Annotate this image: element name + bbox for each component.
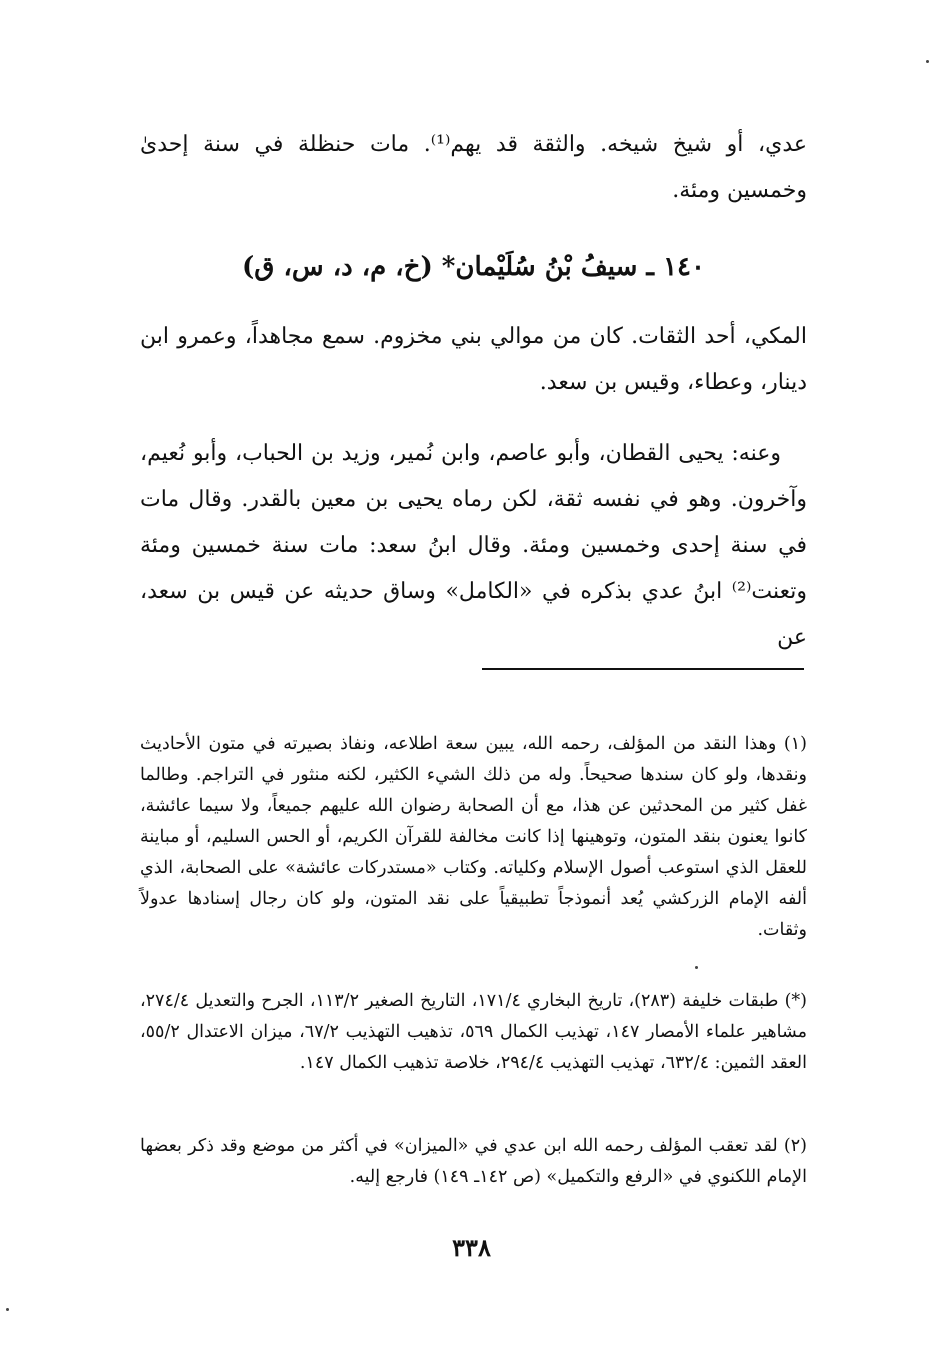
footnote-separator xyxy=(482,668,804,670)
scan-speck xyxy=(6,1308,9,1311)
scan-speck xyxy=(926,60,929,63)
paragraph-bio: المكي، أحد الثقات. كان من موالي بني مخزوم. سمع مجاهداً، وعمرو ابن دينار، وعطاء، وقيس بن سعد. xyxy=(140,324,807,395)
scan-speck xyxy=(695,966,698,969)
page-number: ٣٣٨ xyxy=(452,1233,491,1262)
paragraph-continued: عدي، أو شيخ شيخه. والثقة قد يهم⁽¹⁾. مات حنظلة في سنة إحدىٰ وخمسين ومئة. xyxy=(140,132,808,203)
footnote-star-sources: (*) طبقات خليفة (٢٨٣)، تاريخ البخاري ١٧١/٤، التاريخ الصغير ١١٣/٢، الجرح والتعديل ٢٧٤/٤، مشاهير علماء الأمصار ١٤٧، تهذيب الكمال ٥٦٩، تذهيب التهذيب ٦٧/٢، ميزان الاعتدال ٥٥/٢، العقد الثمين: ٦٣٢/٤، تهذيب التهذيب ٢٩٤/٤، خلاصة تذهيب الكمال ١٤٧. xyxy=(140,991,807,1073)
entry-heading: ١٤٠ ـ سيفُ بْنُ سُلَيْمان* (خ، م، د، س، ق) xyxy=(242,252,705,282)
paragraph-narrators: وعنه: يحيى القطان، وأبو عاصم، وابن نُمير، وزيد بن الحباب، وأبو نُعيم، وآخرون. وهو في نفسه ثقة، لكن رماه يحيى بن معين بالقدر. وقال مات في سنة إحدى وخمسين ومئة. وقال ابنُ سعد: مات سنة خمسين ومئة وتعنت⁽²⁾ ابنُ عدي بذكره في «الكامل» وساق حديثه عن قيس بن سعد، عن xyxy=(140,441,807,650)
footnote-1: (١) وهذا النقد من المؤلف، رحمه الله، يبين سعة اطلاعه، ونفاذ بصيرته في متون الأحاديث ونقدها، ولو كان سندها صحيحاً. وله من ذلك الشيء الكثير، لكنه منثور في التراجم. وطالما غفل كثير من المحدثين عن هذا، مع أن الصحابة رضوان الله عليهم جميعاً، ولا سيما عائشة، كانوا يعنون بنقد المتون، وتوهينها إذا كانت مخالفة للقرآن الكريم، أو الحس السليم، أو مباينة للعقل الذي استوعب أصول الإسلام وكلياته. وكتاب «مستدركات عائشة» على الصحابة، الذي ألفه الإمام الزركشي يُعد أنموذجاً تطبيقياً على نقد المتون، ولو كان رجال إسنادها عدولاً وثقات. xyxy=(140,734,807,940)
footnote-2: (٢) لقد تعقب المؤلف رحمه الله ابن عدي في «الميزان» في أكثر من موضع وقد ذكر بعضها الإمام اللكنوي في «الرفع والتكميل» (ص ١٤٢ـ ١٤٩) فارجع إليه. xyxy=(140,1136,807,1187)
